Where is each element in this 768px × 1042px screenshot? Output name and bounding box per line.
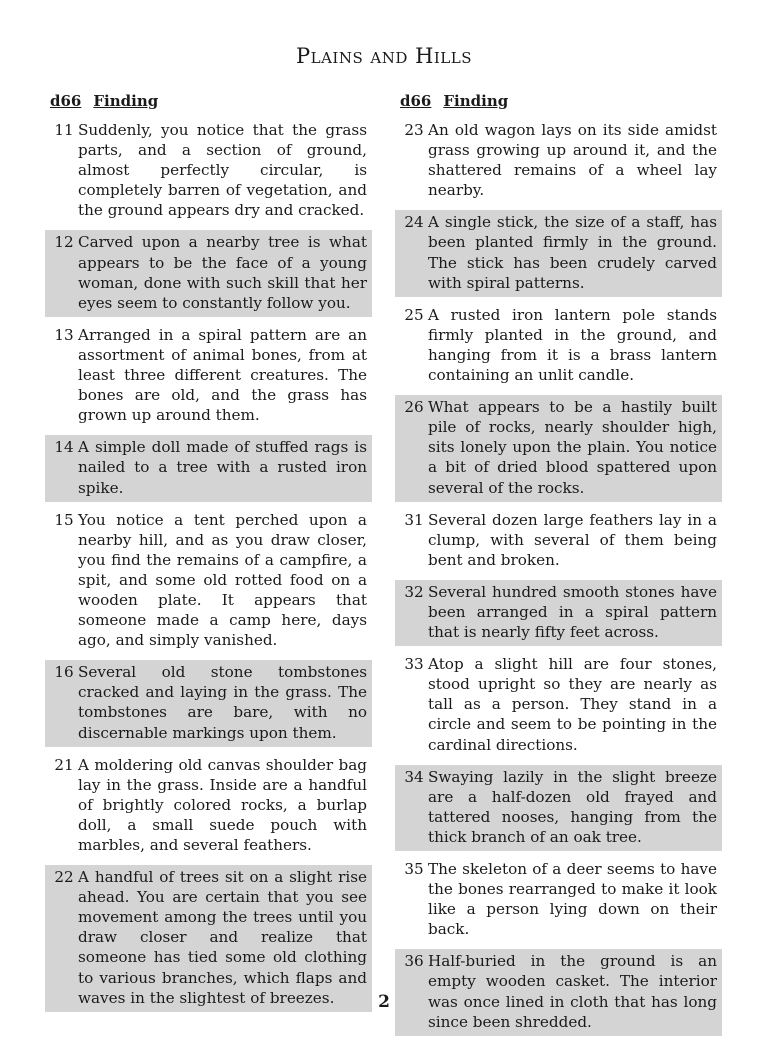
- roll-number: 23: [404, 121, 424, 139]
- finding-text: A rusted iron lantern pole stands firmly planted in the ground, and hanging from it is a brass lantern containing an unlit candle.: [428, 305, 717, 385]
- table-row: [45, 660, 372, 746]
- finding-text: Suddenly, you notice that the grass parts, and a section of ground, almost perfectly circular, is completely barren of vegetation, and the ground appears dry and cracked.: [78, 121, 367, 220]
- finding-text: A simple doll made of stuffed rags is nailed to a tree with a rusted iron spike.: [78, 438, 367, 497]
- finding-text: Half-buried in the ground is an empty wooden casket. The interior was once lined in cloth that has long since been shredded.: [428, 952, 717, 1031]
- finding-text: A handful of trees sit on a slight rise ahead. You are certain that you see movement among the trees until you draw closer and realize that someone has tied some old clothing to various branches, which flaps and waves in the slightest of breezes.: [78, 868, 367, 1007]
- finding-text: Several dozen large feathers lay in a clump, with several of them being bent and broken.: [428, 510, 717, 569]
- left-rows: [45, 118, 372, 1012]
- table-row: [395, 508, 722, 574]
- roll-number: 11: [54, 121, 74, 139]
- table-row: [45, 753, 372, 859]
- right-rows: [395, 118, 722, 1036]
- finding-column-header: Finding: [93, 92, 159, 110]
- roll-number: 16: [54, 663, 74, 682]
- table-row: [45, 865, 372, 1012]
- table-row: [395, 303, 722, 389]
- finding-text: Carved upon a nearby tree is what appears to be the face of a young woman, done with such skill that her eyes seem to constantly follow you.: [78, 233, 367, 312]
- finding-text: Several old stone tombstones cracked and laying in the grass. The tombstones are bare, with no discernable markings upon them.: [78, 663, 367, 742]
- finding-text: A single stick, the size of a staff, has been planted firmly in the ground. The stick has been crudely carved with spiral patterns.: [428, 213, 717, 292]
- finding-column-header: Finding: [443, 92, 509, 110]
- die-column-header: d66: [400, 92, 432, 110]
- roll-number: 26: [404, 398, 424, 417]
- table-row: [395, 652, 722, 758]
- roll-number: 22: [54, 868, 74, 887]
- roll-number: 15: [54, 510, 74, 529]
- finding-text: Arranged in a spiral pattern are an assortment of animal bones, from at least three different creatures. The bones are old, and the grass has grown up around them.: [78, 325, 367, 425]
- roll-number: 12: [54, 233, 74, 252]
- table-row: [395, 580, 722, 646]
- roll-number: 34: [404, 767, 424, 786]
- finding-text: A moldering old canvas shoulder bag lay in the grass. Inside are a handful of brightly colored rocks, a burlap doll, a small suede pouch with marbles, and several feathers.: [78, 755, 367, 854]
- table-header: [395, 92, 722, 118]
- roll-number: 25: [404, 305, 424, 324]
- table-row: [45, 230, 372, 316]
- roll-number: 35: [404, 860, 424, 878]
- table-header: [45, 92, 372, 118]
- table-row: [45, 118, 372, 224]
- finding-text: An old wagon lays on its side amidst grass growing up around it, and the shattered remains of a wheel lay nearby.: [428, 121, 717, 200]
- page-title: Plains and Hills: [295, 44, 473, 68]
- table-row: [395, 118, 722, 204]
- table-row: [45, 435, 372, 501]
- roll-number: 14: [54, 438, 74, 457]
- finding-text: Several hundred smooth stones have been arranged in a spiral pattern that is nearly fifty feet across.: [428, 582, 717, 642]
- table-row: [395, 857, 722, 943]
- finding-text: The skeleton of a deer seems to have the bones rearranged to make it look like a person lying down on their back.: [428, 860, 717, 939]
- roll-number: 21: [54, 755, 74, 774]
- roll-number: 24: [404, 213, 424, 232]
- roll-number: 32: [404, 582, 424, 601]
- table-row: [395, 210, 722, 296]
- finding-text: You notice a tent perched upon a nearby hill, and as you draw closer, you find the remains of a campfire, a spit, and some old rotted food on a wooden plate. It appears that someone made a camp here, days ago, and simply vanished.: [78, 510, 367, 650]
- finding-text: What appears to be a hastily built pile of rocks, nearly shoulder high, sits lonely upon the plain. You notice a bit of dried blood spattered upon several of the rocks.: [428, 398, 717, 497]
- die-column-header: d66: [50, 92, 82, 110]
- roll-number: 13: [54, 325, 74, 344]
- page-number: 2: [378, 992, 390, 1012]
- finding-text: Swaying lazily in the slight breeze are a half-dozen old frayed and tattered nooses, hanging from the thick branch of an oak tree.: [428, 767, 717, 846]
- table-row: [45, 508, 372, 655]
- left-table: [45, 92, 372, 1018]
- roll-number: 31: [404, 510, 424, 529]
- right-table: [395, 92, 722, 1042]
- roll-number: 36: [404, 952, 424, 971]
- finding-text: Atop a slight hill are four stones, stood upright so they are nearly as tall as a person. They stand in a circle and seem to be pointing in the cardinal directions.: [428, 655, 717, 754]
- roll-number: 33: [404, 655, 424, 674]
- table-row: [395, 395, 722, 501]
- table-row: [45, 323, 372, 429]
- table-row: [395, 765, 722, 851]
